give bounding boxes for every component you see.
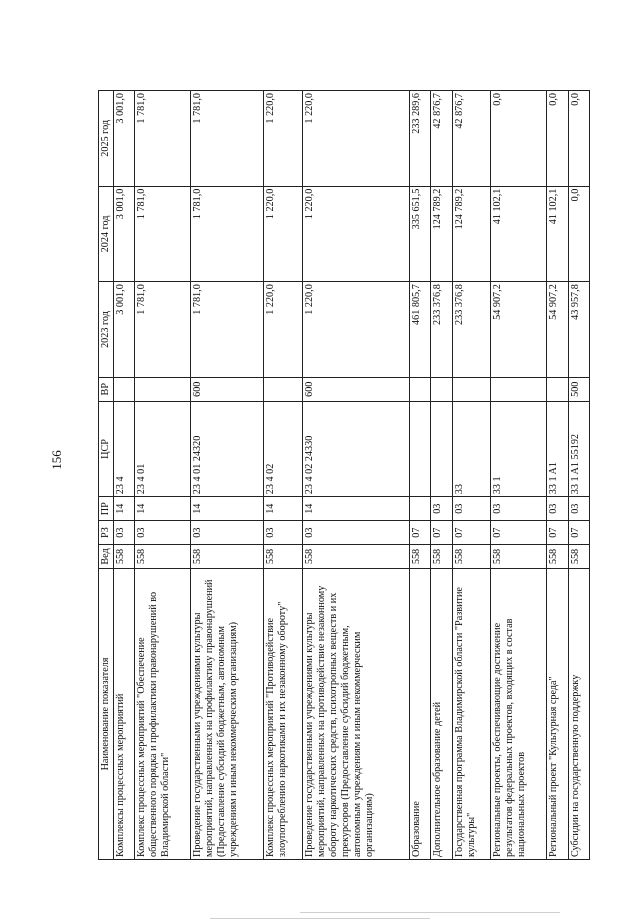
cell-pr: 14	[264, 497, 303, 521]
cell-pr: 14	[135, 497, 191, 521]
cell-2024: 1 781,0	[191, 186, 264, 282]
scan-artifact-line	[210, 918, 430, 919]
cell-2024: 124 789,2	[431, 186, 452, 282]
cell-vr: 600	[302, 377, 409, 401]
cell-ved: 558	[264, 545, 303, 569]
budget-table	[98, 90, 590, 860]
cell-pr: 03	[568, 497, 590, 521]
cell-2023: 461 805,7	[409, 282, 430, 378]
header-rz: РЗ	[99, 521, 114, 545]
cell-rz: 03	[114, 521, 135, 545]
cell-2024: 124 789,2	[452, 186, 491, 282]
cell-vr	[431, 377, 452, 401]
cell-2024: 41 102,1	[491, 186, 547, 282]
cell-name: Образование	[409, 568, 430, 859]
cell-2024: 1 781,0	[135, 186, 191, 282]
cell-pr: 03	[547, 497, 568, 521]
table-row	[491, 91, 547, 860]
cell-csr: 33 1 A1 55192	[568, 401, 590, 497]
cell-ved: 558	[452, 545, 491, 569]
cell-2024: 3 001,0	[114, 186, 135, 282]
table-row	[191, 91, 264, 860]
cell-pr: 03	[431, 497, 452, 521]
cell-pr: 03	[491, 497, 547, 521]
table-header-row	[99, 91, 114, 860]
header-csr: ЦСР	[99, 401, 114, 497]
cell-2025: 1 781,0	[191, 91, 264, 187]
cell-vr	[264, 377, 303, 401]
cell-name: Комплексы процессных мероприятий	[114, 568, 135, 859]
cell-csr: 23 4	[114, 401, 135, 497]
cell-rz: 03	[135, 521, 191, 545]
table-row	[114, 91, 135, 860]
table-row	[547, 91, 568, 860]
cell-vr	[547, 377, 568, 401]
cell-name: Дополнительное образование детей	[431, 568, 452, 859]
cell-csr	[431, 401, 452, 497]
table-row	[409, 91, 430, 860]
cell-vr: 500	[568, 377, 590, 401]
cell-ved: 558	[114, 545, 135, 569]
cell-2023: 54 907,2	[547, 282, 568, 378]
cell-name: Комплекс процессных мероприятий "Противодействие злоупотреблению наркотиками и их незаконному обороту"	[264, 568, 303, 859]
cell-name: Субсидии на государственную поддержку	[568, 568, 590, 859]
header-2023: 2023 год	[99, 282, 114, 378]
cell-pr: 14	[114, 497, 135, 521]
cell-2023: 233 376,8	[452, 282, 491, 378]
cell-name: Комплекс процессных мероприятий "Обеспечение общественного порядка и профилактики правонарушений во Владимирской области"	[135, 568, 191, 859]
page-number: 156	[49, 450, 64, 470]
cell-ved: 558	[302, 545, 409, 569]
cell-ved: 558	[431, 545, 452, 569]
cell-2024: 335 651,5	[409, 186, 430, 282]
cell-ved: 558	[135, 545, 191, 569]
cell-2025: 3 001,0	[114, 91, 135, 187]
header-pr: ПР	[99, 497, 114, 521]
cell-pr	[409, 497, 430, 521]
cell-2025: 42 876,7	[452, 91, 491, 187]
cell-ved: 558	[568, 545, 590, 569]
cell-ved: 558	[191, 545, 264, 569]
cell-rz: 03	[302, 521, 409, 545]
cell-2023: 1 220,0	[302, 282, 409, 378]
cell-2024: 1 220,0	[302, 186, 409, 282]
cell-2025: 233 289,6	[409, 91, 430, 187]
cell-csr: 23 4 02 24330	[302, 401, 409, 497]
cell-rz: 07	[409, 521, 430, 545]
header-vr: ВР	[99, 377, 114, 401]
cell-ved: 558	[547, 545, 568, 569]
cell-name: Региональные проекты, обеспечивающие достижение результатов федеральных проектов, входящих в состав национальных проектов	[491, 568, 547, 859]
cell-2025: 0,0	[491, 91, 547, 187]
cell-vr	[135, 377, 191, 401]
cell-2023: 43 957,8	[568, 282, 590, 378]
cell-csr: 23 4 02	[264, 401, 303, 497]
cell-rz: 07	[568, 521, 590, 545]
cell-2025: 0,0	[568, 91, 590, 187]
cell-2023: 3 001,0	[114, 282, 135, 378]
cell-csr: 23 4 01	[135, 401, 191, 497]
cell-2023: 1 781,0	[191, 282, 264, 378]
cell-2023: 1 781,0	[135, 282, 191, 378]
cell-vr: 600	[191, 377, 264, 401]
table-row	[135, 91, 191, 860]
header-name: Наименование показателя	[99, 568, 114, 859]
cell-2024: 1 220,0	[264, 186, 303, 282]
cell-name: Проведение государственными учреждениями культуры мероприятий, направленных на профилактику правонарушений (Предоставление субсидий бюджетным, автономным учреждениям и иным некоммерческим организациям)	[191, 568, 264, 859]
cell-pr: 03	[452, 497, 491, 521]
header-2024: 2024 год	[99, 186, 114, 282]
cell-csr: 23 4 01 24320	[191, 401, 264, 497]
cell-pr: 14	[302, 497, 409, 521]
budget-table-rotated	[98, 90, 590, 860]
cell-2025: 0,0	[547, 91, 568, 187]
cell-2023: 1 220,0	[264, 282, 303, 378]
table-row	[568, 91, 590, 860]
cell-rz: 07	[547, 521, 568, 545]
table-row	[431, 91, 452, 860]
cell-ved: 558	[491, 545, 547, 569]
cell-2025: 1 220,0	[302, 91, 409, 187]
table-row	[452, 91, 491, 860]
table-row	[264, 91, 303, 860]
cell-rz: 03	[191, 521, 264, 545]
cell-2025: 42 876,7	[431, 91, 452, 187]
cell-2024: 0,0	[568, 186, 590, 282]
cell-ved: 558	[409, 545, 430, 569]
cell-vr	[452, 377, 491, 401]
cell-name: Региональный проект "Культурная среда"	[547, 568, 568, 859]
cell-pr: 14	[191, 497, 264, 521]
cell-2025: 1 220,0	[264, 91, 303, 187]
cell-rz: 07	[452, 521, 491, 545]
scan-artifact-line	[300, 912, 560, 913]
header-ved: Вед	[99, 545, 114, 569]
cell-2024: 41 102,1	[547, 186, 568, 282]
cell-csr: 33 1	[491, 401, 547, 497]
cell-name: Государственная программа Владимирской области "Развитие культуры"	[452, 568, 491, 859]
cell-name: Проведение государственными учреждениями культуры мероприятий, направленных на противодействие незаконному обороту наркотических средств, психотропных веществ и их прекурсоров (Предоставление субсидий бюджетным, автономным учреждениям и иным некоммерческим организациям)	[302, 568, 409, 859]
cell-2025: 1 781,0	[135, 91, 191, 187]
cell-rz: 07	[491, 521, 547, 545]
cell-vr	[491, 377, 547, 401]
cell-csr: 33 1 A1	[547, 401, 568, 497]
cell-2023: 233 376,8	[431, 282, 452, 378]
table-row	[302, 91, 409, 860]
cell-rz: 03	[264, 521, 303, 545]
cell-vr	[409, 377, 430, 401]
cell-vr	[114, 377, 135, 401]
cell-2023: 54 907,2	[491, 282, 547, 378]
cell-csr	[409, 401, 430, 497]
cell-csr: 33	[452, 401, 491, 497]
header-2025: 2025 год	[99, 91, 114, 187]
cell-rz: 07	[431, 521, 452, 545]
